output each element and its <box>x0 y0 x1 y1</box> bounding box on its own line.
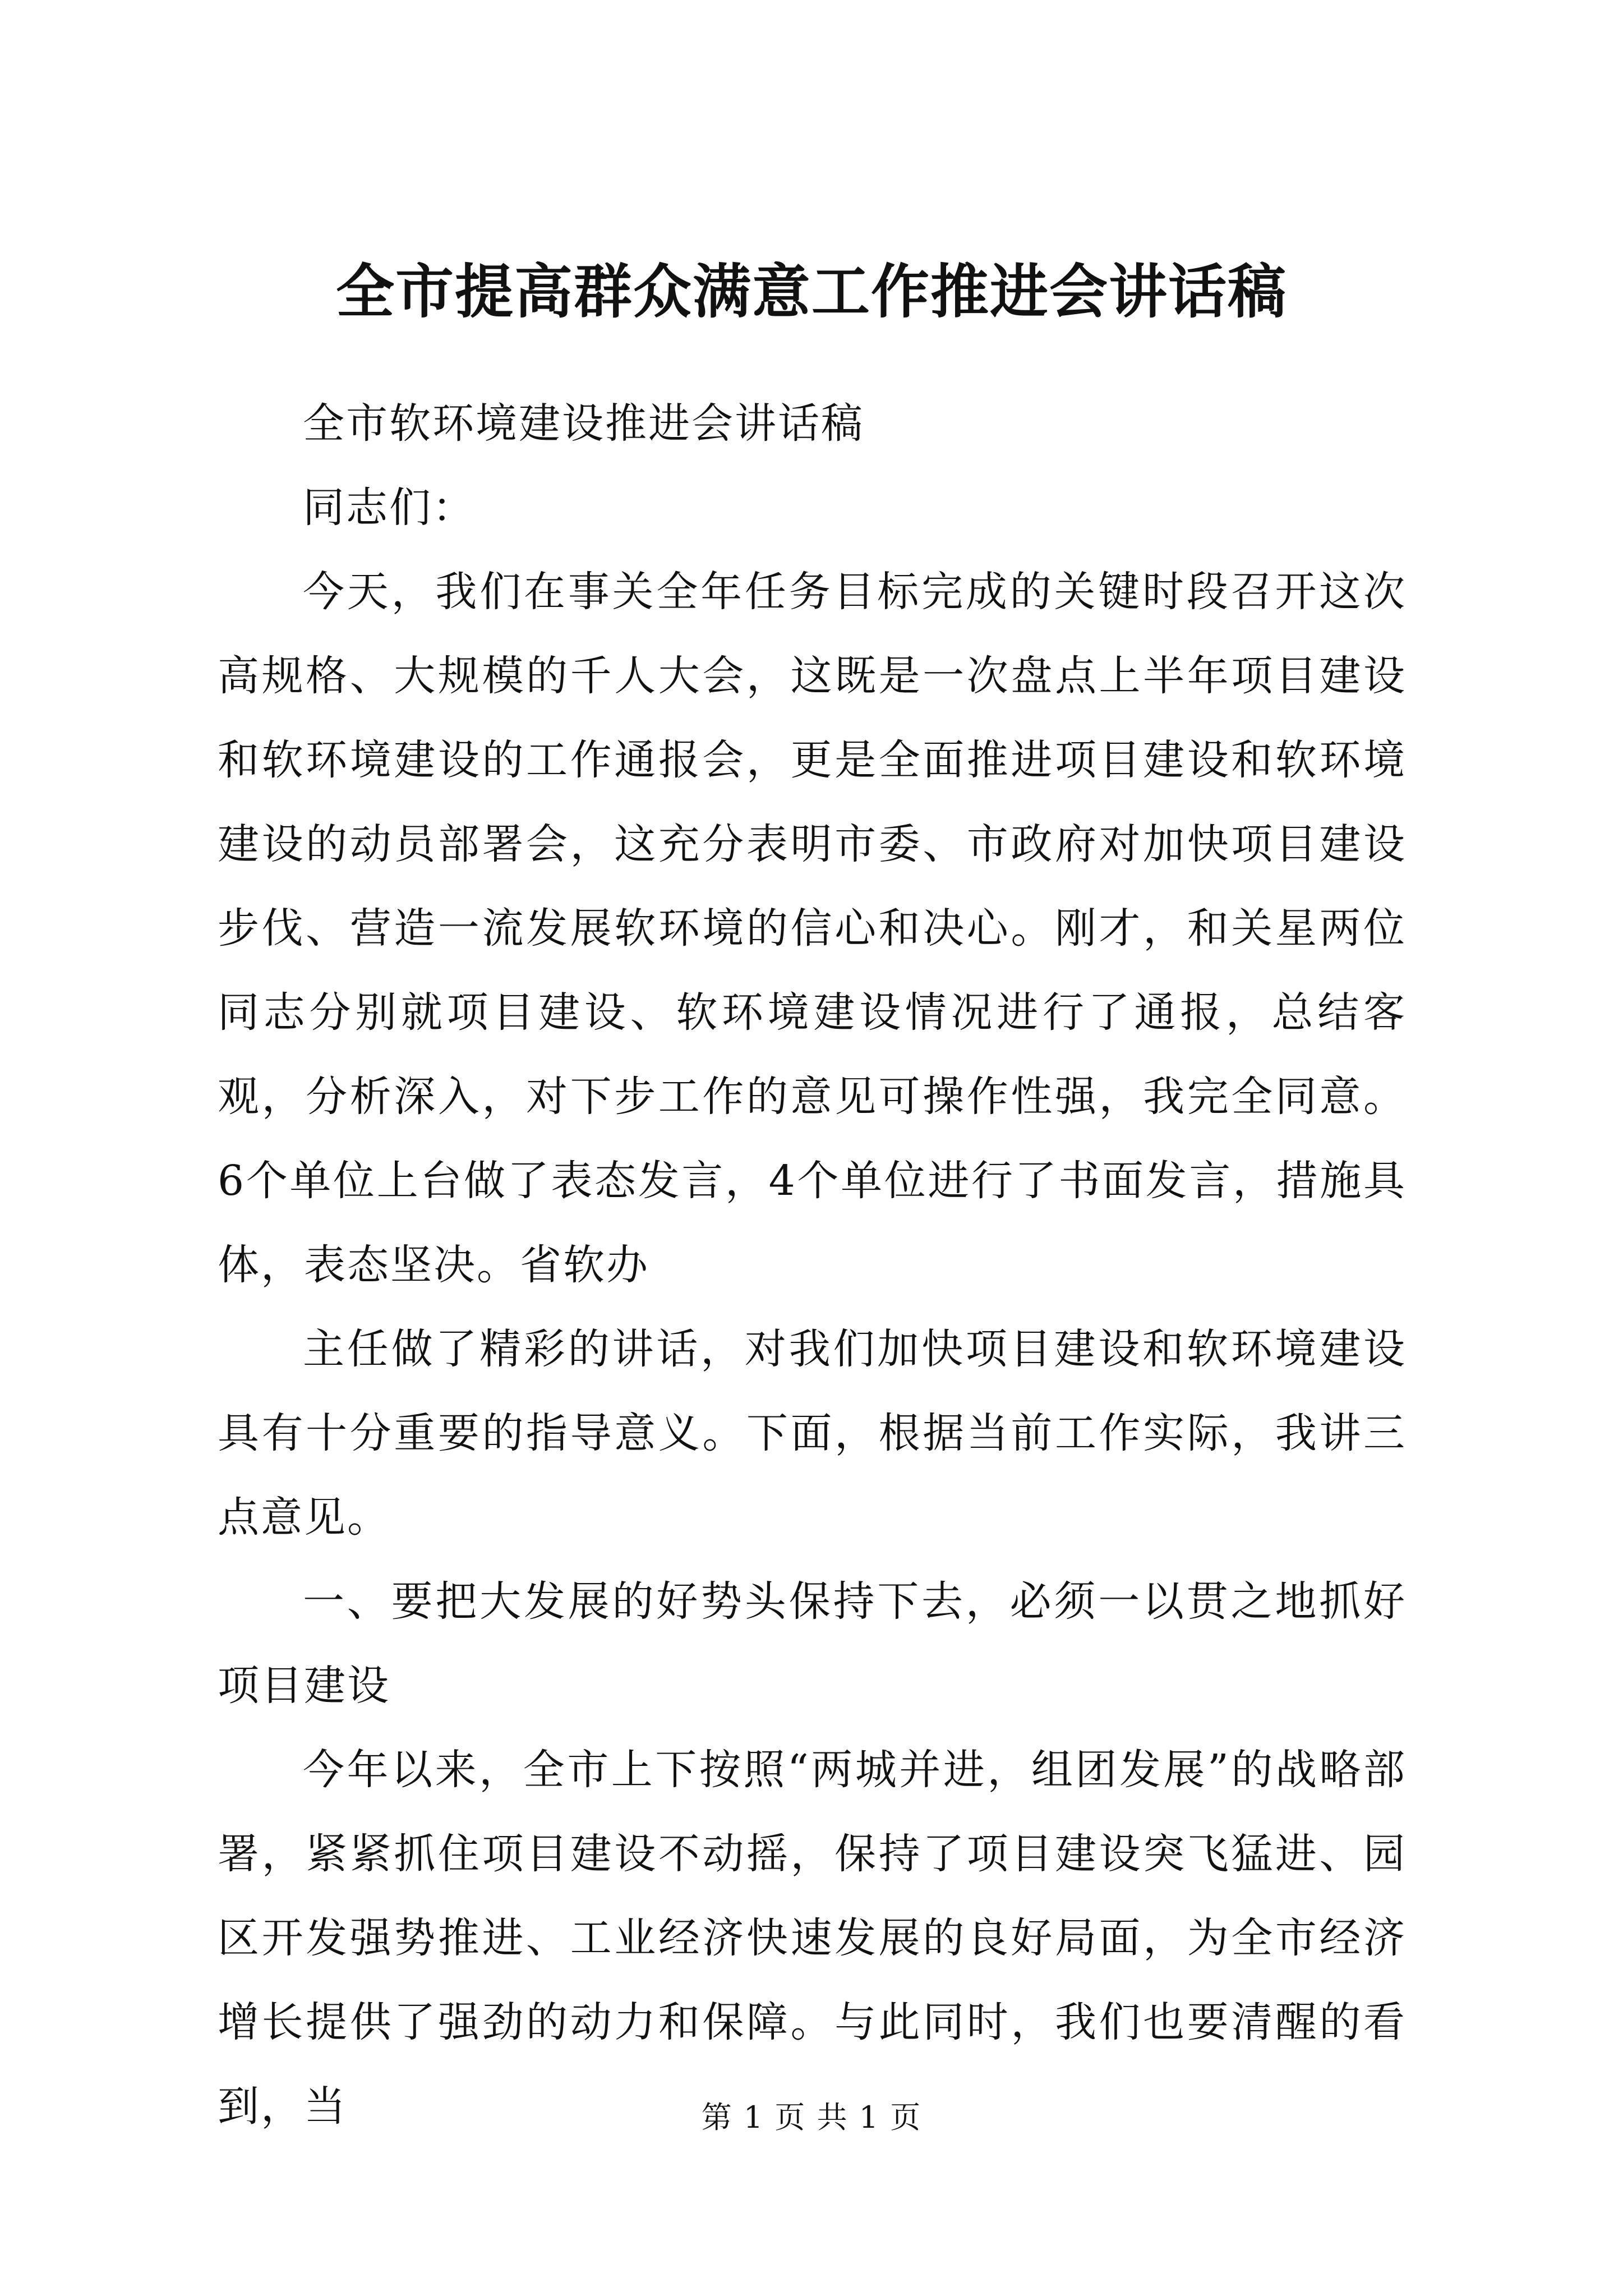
paragraph-opening: 今天，我们在事关全年任务目标完成的关键时段召开这次高规格、大规模的千人大会，这既是一次盘点上半年项目建设和软环境建设的工作通报会，更是全面推进项目建设和软环境建设的动员部署会，这充分表明市委、市政府对加快项目建设步伐、营造一流发展软环境的信心和决心。刚才，和关星两位同志分别就项目建设、软环境建设情况进行了通报，总结客观，分析深入，对下步工作的意见可操作性强，我完全同意。6个单位上台做了表态发言，4个单位进行了书面发言，措施具体，表态坚决。省软办 <box>218 568 1407 1289</box>
paragraph-section-1: 今年以来，全市上下按照“两城并进，组团发展”的战略部署，紧紧抓住项目建设不动摇，保持了项目建设突飞猛进、园区开发强势推进、工业经济快速发展的良好局面，为全市经济增长提供了强劲的动力和保障。与此同时，我们也要清醒的看到，当 <box>218 1746 1407 2131</box>
paragraph-continuation: 主任做了精彩的讲话，对我们加快项目建设和软环境建设具有十分重要的指导意义。下面，根据当前工作实际，我讲三点意见。 <box>218 1325 1407 1542</box>
paragraph-salutation: 同志们： <box>303 484 476 532</box>
document-title: 全市提高群众满意工作推进会讲话稿 <box>335 257 1287 326</box>
section-heading-1: 一、要把大发展的好势头保持下去，必须一以贯之地抓好项目建设 <box>218 1577 1407 1710</box>
document-body <box>218 381 1407 2148</box>
page-footer: 第 1 页 共 1 页 <box>701 2100 922 2135</box>
paragraph-subtitle: 全市软环境建设推进会讲话稿 <box>303 399 864 448</box>
